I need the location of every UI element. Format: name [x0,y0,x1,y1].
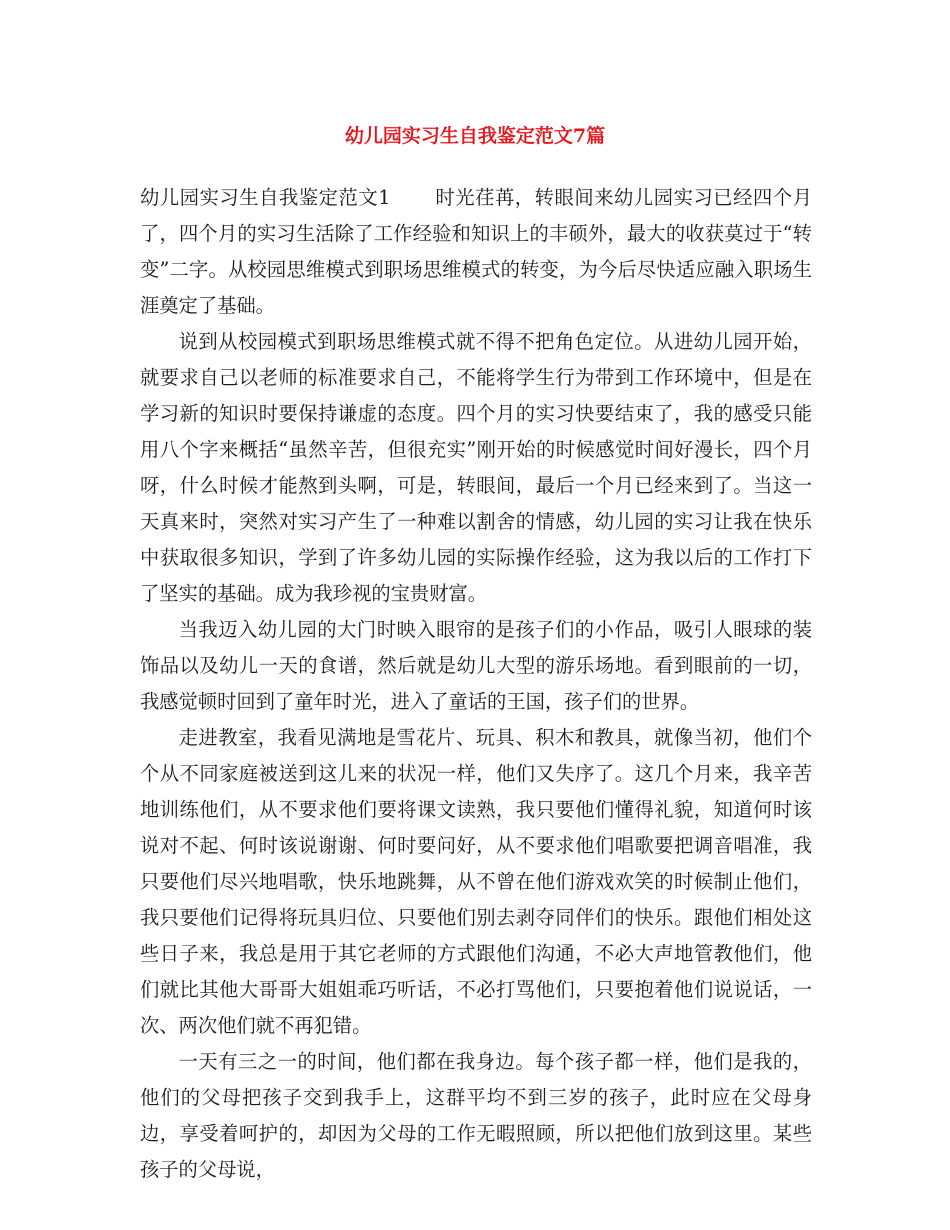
intro-heading: 幼儿园实习生自我鉴定范文1 [140,186,391,209]
paragraph-1 [140,180,812,324]
document-body [140,180,812,1188]
document-title: 幼儿园实习生自我鉴定范文7篇 [344,125,606,147]
paragraph-5: 一天有三之一的时间，他们都在我身边。每个孩子都一样，他们是我的，他们的父母把孩子交到我手上，这群平均不到三岁的孩子，此时应在父母身边，享受着呵护的，却因为父母的工作无暇照顾，所以把他们放到这里。某些孩子的父母说， [140,1050,812,1181]
paragraph-1-text: 时光荏苒，转眼间来幼儿园实习已经四个月了，四个月的实习生活除了工作经验和知识上的丰硕外，最大的收获莫过于“转变”二字。从校园思维模式到职场思维模式的转变，为今后尽快适应融入职场生涯奠定了基础。 [140,186,812,317]
paragraph-3: 当我迈入幼儿园的大门时映入眼帘的是孩子们的小作品，吸引人眼球的装饰品以及幼儿一天的食谱，然后就是幼儿大型的游乐场地。看到眼前的一切，我感觉顿时回到了童年时光，进入了童话的王国，孩子们的世界。 [140,618,812,713]
paragraph-2: 说到从校园模式到职场思维模式就不得不把角色定位。从进幼儿园开始，就要求自己以老师的标准要求自己，不能将学生行为带到工作环境中，但是在学习新的知识时要保持谦虚的态度。四个月的实习快要结束了，我的感受只能用八个字来概括“虽然辛苦，但很充实”刚开始的时候感觉时间好漫长，四个月呀，什么时候才能熬到头啊，可是，转眼间，最后一个月已经来到了。当这一天真来时，突然对实习产生了一种难以割舍的情感，幼儿园的实习让我在快乐中获取很多知识，学到了许多幼儿园的实际操作经验，这为我以后的工作打下了坚实的基础。成为我珍视的宝贵财富。 [140,330,812,605]
paragraph-4: 走进教室，我看见满地是雪花片、玩具、积木和教具，就像当初，他们个个从不同家庭被送到这儿来的状况一样，他们又失序了。这几个月来，我辛苦地训练他们，从不要求他们要将课文读熟，我只要他们懂得礼貌，知道何时该说对不起、何时该说谢谢、何时要问好，从不要求他们唱歌要把调音唱准，我只要他们尽兴地唱歌，快乐地跳舞，从不曾在他们游戏欢笑的时候制止他们，我只要他们记得将玩具归位、只要他们别去剥夺同伴们的快乐。跟他们相处这些日子来，我总是用于其它老师的方式跟他们沟通，不必大声地管教他们，他们就比其他大哥哥大姐姐乖巧听话，不必打骂他们，只要抱着他们说说话，一次、两次他们就不再犯错。 [140,726,812,1037]
